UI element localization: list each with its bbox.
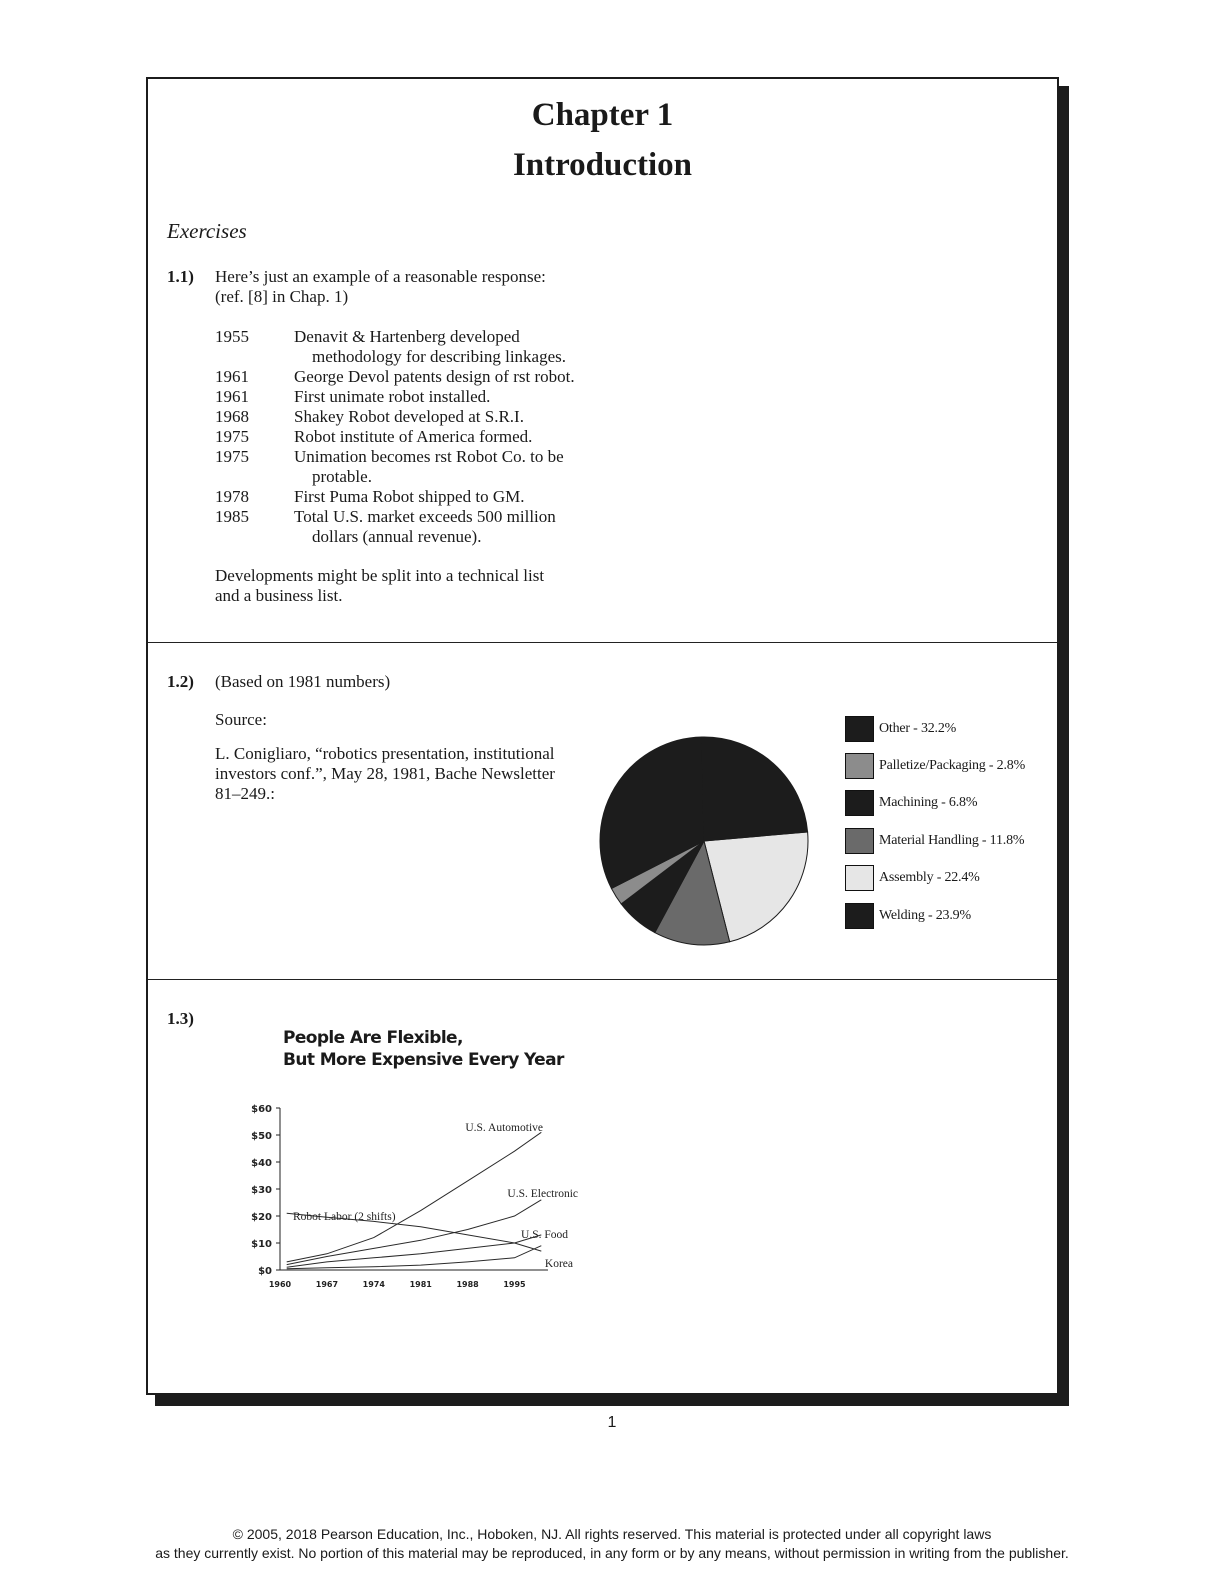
copyright-line1: © 2005, 2018 Pearson Education, Inc., Hoboken, NJ. All rights reserved. This material is protected under all copyright laws xyxy=(232,1526,992,1542)
x-tick-label: 1995 xyxy=(503,1280,526,1289)
legend-swatch xyxy=(845,753,874,779)
exercise-1-2-basis: (Based on 1981 numbers) xyxy=(215,672,391,691)
section-divider xyxy=(148,642,1057,643)
exercises-heading: Exercises xyxy=(167,219,247,243)
exercise-1-3-number: 1.3) xyxy=(167,1009,194,1028)
series-label-korea: Korea xyxy=(544,1258,573,1270)
y-tick-label: $20 xyxy=(251,1212,272,1223)
timeline-event: First unimate robot installed. xyxy=(294,387,491,406)
x-tick-label: 1967 xyxy=(315,1280,339,1289)
legend-label: Welding - 23.9% xyxy=(879,908,971,923)
timeline-event-cont: dollars (annual revenue). xyxy=(312,527,482,546)
y-tick-label: $40 xyxy=(251,1158,272,1169)
timeline-event: Robot institute of America formed. xyxy=(294,427,533,446)
legend-swatch xyxy=(845,716,874,742)
copyright-line2: as they currently exist. No portion of this material may be reproduced, in any form or by any means, without permission in writing from the publisher. xyxy=(155,1545,1069,1561)
page-number: 1 xyxy=(607,1414,617,1431)
legend-label: Material Handling - 11.8% xyxy=(879,833,1025,848)
line-chart xyxy=(238,1097,598,1302)
exercise-1-2-number: 1.2) xyxy=(167,672,194,691)
y-tick-label: $0 xyxy=(258,1266,272,1277)
exercise-1-1-intro-line1: Here’s just an example of a reasonable response: xyxy=(215,267,546,286)
series-label-robot-labor-2-shifts: Robot Labor (2 shifts) xyxy=(293,1211,396,1223)
series-line-u-s-electronic xyxy=(287,1200,542,1265)
timeline-event-cont: protable. xyxy=(312,467,372,486)
x-tick-label: 1974 xyxy=(362,1280,385,1289)
legend-swatch xyxy=(845,903,874,929)
timeline-year: 1975 xyxy=(215,447,249,466)
legend-swatch xyxy=(845,828,874,854)
timeline-year: 1975 xyxy=(215,427,249,446)
series-label-u-s-electronic: U.S. Electronic xyxy=(507,1188,578,1200)
legend-swatch xyxy=(845,790,874,816)
legend-label: Machining - 6.8% xyxy=(879,795,978,810)
timeline-event: George Devol patents design of rst robot. xyxy=(294,367,575,386)
series-line-u-s-automotive xyxy=(287,1132,542,1262)
chapter-number: Chapter 1 xyxy=(531,97,674,133)
page-frame xyxy=(146,77,1059,1395)
y-tick-label: $10 xyxy=(251,1239,272,1250)
line-chart-title-line1: People Are Flexible, xyxy=(283,1028,463,1048)
series-label-u-s-food: U.S. Food xyxy=(521,1229,568,1241)
timeline-event-cont: methodology for describing linkages. xyxy=(312,347,567,366)
legend-label: Assembly - 22.4% xyxy=(879,870,980,885)
x-tick-label: 1988 xyxy=(456,1280,479,1289)
section-divider xyxy=(148,979,1057,980)
citation-line3: 81–249.: xyxy=(215,784,275,803)
exercise-1-2-source-label: Source: xyxy=(215,710,267,729)
y-tick-label: $60 xyxy=(251,1104,272,1115)
timeline-event: Unimation becomes rst Robot Co. to be xyxy=(294,447,564,466)
timeline-year: 1961 xyxy=(215,367,249,386)
chapter-title: Introduction xyxy=(512,147,693,183)
timeline-event: Shakey Robot developed at S.R.I. xyxy=(294,407,524,426)
line-chart-title-line2: But More Expensive Every Year xyxy=(283,1050,564,1070)
timeline-event: First Puma Robot shipped to GM. xyxy=(294,487,525,506)
x-tick-label: 1960 xyxy=(268,1280,292,1289)
y-tick-label: $50 xyxy=(251,1131,272,1142)
exercise-1-1-intro-line2: (ref. [8] in Chap. 1) xyxy=(215,287,349,306)
timeline-year: 1968 xyxy=(215,407,249,426)
exercise-1-1-closing-line1: Developments might be split into a technical list xyxy=(215,566,545,585)
pie-chart xyxy=(594,729,814,953)
y-tick-label: $30 xyxy=(251,1185,272,1196)
legend-label: Palletize/Packaging - 2.8% xyxy=(879,758,1026,773)
exercise-1-1-number: 1.1) xyxy=(167,267,194,286)
pie-slice-welding xyxy=(702,737,808,841)
legend-swatch xyxy=(845,865,874,891)
citation-line2: investors conf.”, May 28, 1981, Bache Newsletter xyxy=(215,764,555,783)
citation-line1: L. Conigliaro, “robotics presentation, institutional xyxy=(215,744,555,763)
series-label-u-s-automotive: U.S. Automotive xyxy=(465,1122,543,1134)
series-line-u-s-food xyxy=(287,1235,542,1267)
timeline-event: Total U.S. market exceeds 500 million xyxy=(294,507,556,526)
timeline-year: 1961 xyxy=(215,387,249,406)
timeline-year: 1985 xyxy=(215,507,249,526)
timeline-event: Denavit & Hartenberg developed xyxy=(294,327,520,346)
exercise-1-1-closing-line2: and a business list. xyxy=(215,586,343,605)
timeline-year: 1978 xyxy=(215,487,249,506)
timeline-year: 1955 xyxy=(215,327,249,346)
x-tick-label: 1981 xyxy=(409,1280,432,1289)
legend-label: Other - 32.2% xyxy=(879,721,957,736)
